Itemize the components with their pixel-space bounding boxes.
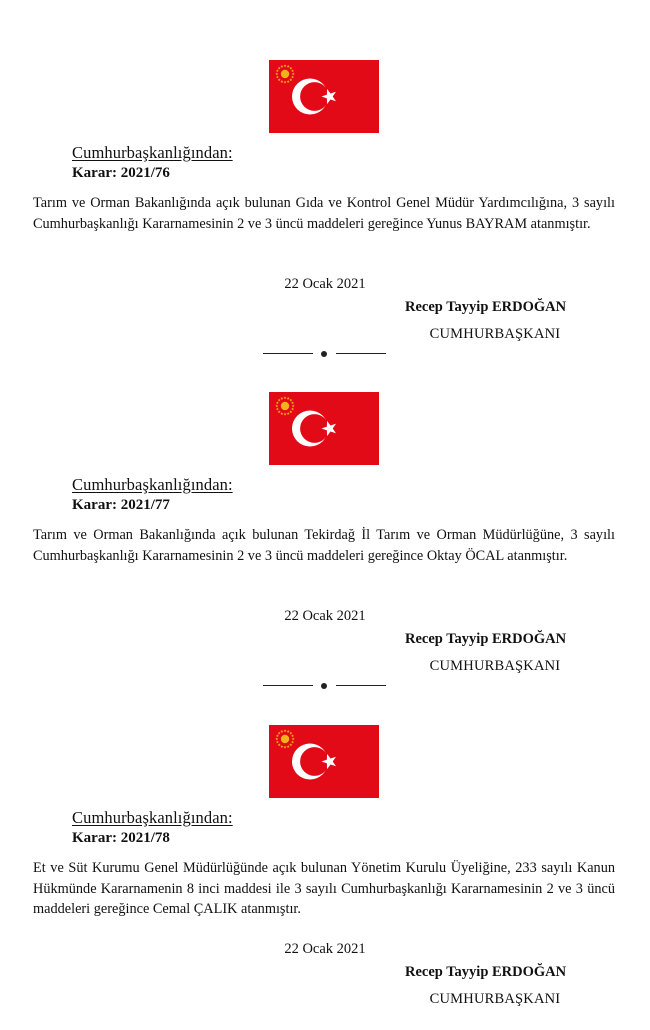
bullet-dot-icon — [321, 683, 327, 689]
signer-name: Recep Tayyip ERDOĞAN — [405, 964, 567, 980]
decree-body: Et ve Süt Kurumu Genel Müdürlüğünde açık bulunan Yönetim Kurulu Üyeliğine, 233 sayılı Kanun Hükmünde Kararnamenin 8 inci maddesi ile 3 sayılı Cumhurbaşkanlığı Kararnamesinin 2 ve 3 üncü maddeleri gereğince Cemal ÇALIK atanmıştır. — [33, 860, 615, 917]
decree-number: Karar: 2021/78 — [72, 830, 170, 846]
signer-title: CUMHURBAŞKANI — [429, 326, 561, 342]
decree-date: 22 Ocak 2021 — [284, 941, 366, 957]
issuer-heading: Cumhurbaşkanlığından: — [72, 808, 233, 827]
decree-body: Tarım ve Orman Bakanlığında açık bulunan Gıda ve Kontrol Genel Müdür Yardımcılığına, 3 sayılı Cumhurbaşkanlığı Kararnamesinin 2 ve 3 üncü maddeleri gereğince Yunus BAYRAM atanmıştır. — [33, 195, 615, 232]
decree-body: Tarım ve Orman Bakanlığında açık bulunan Tekirdağ İl Tarım ve Orman Müdürlüğüne, 3 sayılı Cumhurbaşkanlığı Kararnamesinin 2 ve 3 üncü maddeleri gereğince Oktay ÖCAL atanmıştır. — [33, 527, 615, 564]
section-separator — [263, 680, 387, 692]
signer-title: CUMHURBAŞKANI — [429, 991, 561, 1007]
decree-date: 22 Ocak 2021 — [284, 276, 366, 292]
section-separator — [263, 348, 387, 360]
decree-number: Karar: 2021/76 — [72, 165, 170, 181]
decree-date: 22 Ocak 2021 — [284, 608, 366, 624]
signer-name: Recep Tayyip ERDOĞAN — [405, 299, 567, 315]
signer-name: Recep Tayyip ERDOĞAN — [405, 631, 567, 647]
turkish-flag-icon — [269, 60, 379, 133]
issuer-heading: Cumhurbaşkanlığından: — [72, 143, 233, 162]
signer-title: CUMHURBAŞKANI — [429, 658, 561, 674]
turkish-flag-icon — [269, 725, 379, 798]
decree-number: Karar: 2021/77 — [72, 497, 170, 513]
turkish-flag-icon — [269, 392, 379, 465]
issuer-heading: Cumhurbaşkanlığından: — [72, 475, 233, 494]
bullet-dot-icon — [321, 351, 327, 357]
